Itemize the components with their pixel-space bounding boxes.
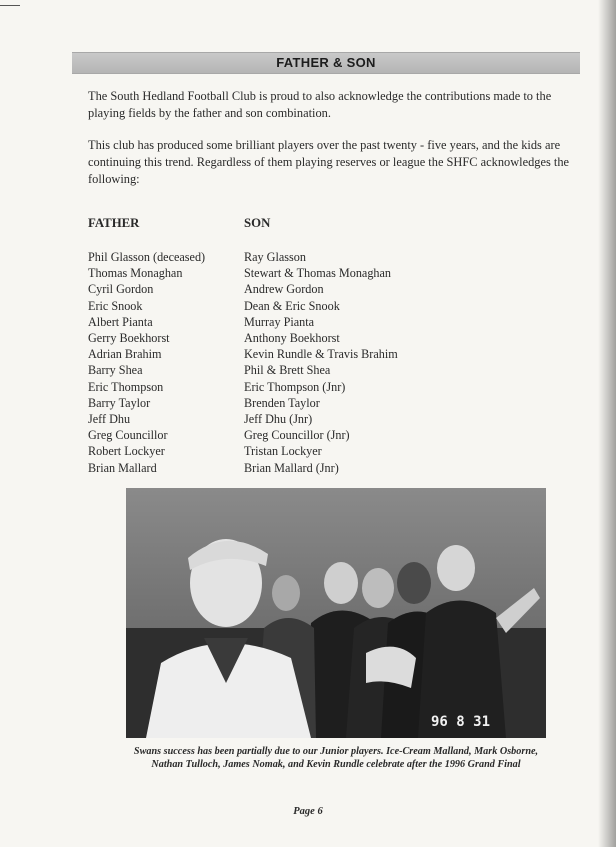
father-name: Phil Glasson (deceased) bbox=[88, 250, 206, 264]
father-name: Eric Snook bbox=[88, 298, 143, 313]
section-title: FATHER & SON bbox=[276, 55, 376, 70]
father-name: Robert Lockyer bbox=[88, 444, 165, 459]
section-banner bbox=[72, 52, 580, 74]
son-name: Tristan Lockyer bbox=[244, 444, 322, 459]
father-name: Barry Shea bbox=[88, 363, 143, 378]
father-name: Cyril Gordon bbox=[88, 282, 154, 297]
father-name: Gerry Boekhorst bbox=[88, 331, 170, 346]
corner-rule bbox=[0, 5, 20, 6]
son-name: Ray Glasson bbox=[244, 250, 306, 264]
father-name: Adrian Brahim bbox=[88, 347, 162, 362]
page-number: Page 6 bbox=[293, 806, 323, 817]
photo-caption: Swans success has been partially due to our Junior players. Ice-Cream Malland, Mark Osborne, Nathan Tulloch, James Nomak, and Kevin Rundle celebrate after the 1996 Grand Final bbox=[133, 746, 539, 770]
son-name: Stewart & Thomas Monaghan bbox=[244, 266, 392, 281]
son-name: Dean & Eric Snook bbox=[244, 298, 340, 313]
page-edge-shadow bbox=[598, 0, 616, 847]
son-name: Brenden Taylor bbox=[244, 395, 320, 410]
son-list bbox=[244, 249, 398, 476]
son-name: Greg Councillor (Jnr) bbox=[244, 428, 350, 443]
father-name: Albert Pianta bbox=[88, 314, 153, 329]
father-name: Eric Thompson bbox=[88, 379, 164, 394]
son-column-heading: SON bbox=[244, 216, 271, 230]
father-list bbox=[88, 249, 205, 476]
son-name: Brian Mallard (Jnr) bbox=[244, 460, 339, 475]
father-name: Brian Mallard bbox=[88, 460, 157, 475]
son-name: Phil & Brett Shea bbox=[244, 363, 331, 378]
father-name: Barry Taylor bbox=[88, 395, 151, 410]
body-paragraph: This club has produced some brilliant players over the past twenty - five years, and the kids are continuing this trend. Regardless of them playing reserves or league the SHFC acknowledges the following: bbox=[88, 138, 570, 186]
team-celebration-photo bbox=[126, 488, 546, 738]
son-name: Jeff Dhu (Jnr) bbox=[244, 412, 313, 427]
father-name: Jeff Dhu bbox=[88, 412, 131, 427]
father-name: Thomas Monaghan bbox=[88, 266, 183, 281]
photo-date-stamp: 96 8 31 bbox=[431, 714, 491, 730]
son-name: Eric Thompson (Jnr) bbox=[244, 379, 346, 394]
father-name: Greg Councillor bbox=[88, 428, 168, 443]
intro-paragraph: The South Hedland Football Club is proud to also acknowledge the contributions made to the playing fields by the father and son combination. bbox=[88, 89, 552, 120]
father-column-heading: FATHER bbox=[88, 216, 140, 230]
son-name: Anthony Boekhorst bbox=[244, 331, 340, 346]
son-name: Murray Pianta bbox=[244, 314, 315, 329]
son-name: Andrew Gordon bbox=[244, 282, 324, 297]
son-name: Kevin Rundle & Travis Brahim bbox=[244, 347, 398, 362]
